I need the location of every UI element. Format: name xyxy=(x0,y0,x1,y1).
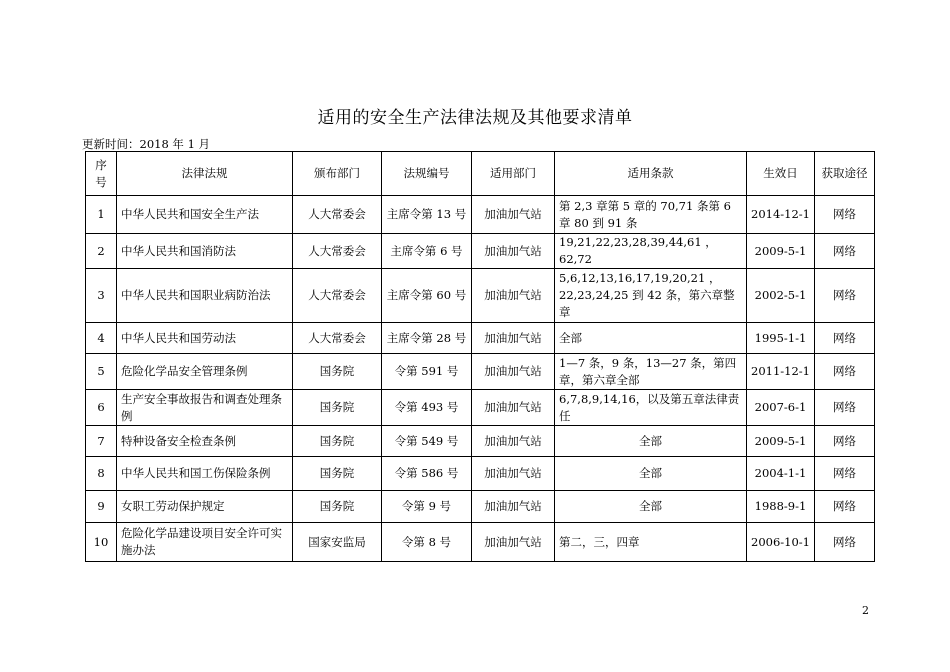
cell-code: 主席令第 13 号 xyxy=(382,196,472,234)
cell-applies: 加油加气站 xyxy=(472,234,555,269)
cell-dept: 人大常委会 xyxy=(293,269,382,323)
cell-law: 中华人民共和国劳动法 xyxy=(117,323,293,354)
cell-effective: 1995-1-1 xyxy=(747,323,815,354)
cell-no: 8 xyxy=(86,457,117,491)
cell-code: 令第 591 号 xyxy=(382,354,472,390)
cell-clauses: 全部 xyxy=(555,457,747,491)
document-title: 适用的安全生产法律法规及其他要求清单 xyxy=(317,108,633,128)
cell-code: 主席令第 28 号 xyxy=(382,323,472,354)
cell-code: 主席令第 60 号 xyxy=(382,269,472,323)
header-row xyxy=(86,152,875,196)
cell-source: 网络 xyxy=(815,491,875,523)
cell-source: 网络 xyxy=(815,323,875,354)
col-header-applies: 适用部门 xyxy=(472,152,555,196)
cell-source: 网络 xyxy=(815,426,875,457)
cell-effective: 2009-5-1 xyxy=(747,234,815,269)
cell-effective: 2002-5-1 xyxy=(747,269,815,323)
col-header-clauses: 适用条款 xyxy=(555,152,747,196)
cell-code: 令第 586 号 xyxy=(382,457,472,491)
col-header-effective: 生效日 xyxy=(747,152,815,196)
cell-dept: 国家安监局 xyxy=(293,523,382,562)
col-header-law: 法律法规 xyxy=(117,152,293,196)
cell-law: 中华人民共和国工伤保险条例 xyxy=(117,457,293,491)
cell-no: 9 xyxy=(86,491,117,523)
cell-source: 网络 xyxy=(815,354,875,390)
cell-clauses: 19,21,22,23,28,39,44,61 ，62,72 xyxy=(555,234,747,269)
table-row xyxy=(86,491,875,523)
cell-code: 主席令第 6 号 xyxy=(382,234,472,269)
cell-no: 4 xyxy=(86,323,117,354)
cell-source: 网络 xyxy=(815,390,875,426)
cell-source: 网络 xyxy=(815,269,875,323)
cell-code: 令第 9 号 xyxy=(382,491,472,523)
col-header-dept: 颁布部门 xyxy=(293,152,382,196)
cell-clauses: 5,6,12,13,16,17,19,20,21 ，22,23,24,25 到 42 条，第六章整章 xyxy=(555,269,747,323)
cell-applies: 加油加气站 xyxy=(472,491,555,523)
table-row xyxy=(86,390,875,426)
table-row xyxy=(86,457,875,491)
cell-applies: 加油加气站 xyxy=(472,196,555,234)
cell-dept: 国务院 xyxy=(293,426,382,457)
cell-no: 3 xyxy=(86,269,117,323)
cell-effective: 2014-12-1 xyxy=(747,196,815,234)
cell-dept: 国务院 xyxy=(293,354,382,390)
cell-effective: 2006-10-1 xyxy=(747,523,815,562)
cell-law: 女职工劳动保护规定 xyxy=(117,491,293,523)
cell-dept: 人大常委会 xyxy=(293,323,382,354)
cell-applies: 加油加气站 xyxy=(472,390,555,426)
cell-applies: 加油加气站 xyxy=(472,354,555,390)
cell-no: 10 xyxy=(86,523,117,562)
cell-code: 令第 8 号 xyxy=(382,523,472,562)
cell-law: 危险化学品安全管理条例 xyxy=(117,354,293,390)
cell-dept: 人大常委会 xyxy=(293,234,382,269)
col-header-no: 序号 xyxy=(86,152,117,196)
col-header-source: 获取途径 xyxy=(815,152,875,196)
regulations-table xyxy=(85,151,875,562)
cell-clauses: 第 2,3 章第 5 章的 70,71 条第 6 章 80 到 91 条 xyxy=(555,196,747,234)
cell-effective: 2007-6-1 xyxy=(747,390,815,426)
cell-clauses: 全部 xyxy=(555,323,747,354)
cell-applies: 加油加气站 xyxy=(472,457,555,491)
cell-applies: 加油加气站 xyxy=(472,523,555,562)
table-row xyxy=(86,426,875,457)
table-row xyxy=(86,269,875,323)
cell-law: 生产安全事故报告和调查处理条例 xyxy=(117,390,293,426)
cell-source: 网络 xyxy=(815,234,875,269)
cell-clauses: 第二，三，四章 xyxy=(555,523,747,562)
cell-law: 危险化学品建设项目安全许可实施办法 xyxy=(117,523,293,562)
table-row xyxy=(86,354,875,390)
cell-applies: 加油加气站 xyxy=(472,426,555,457)
update-time: 更新时间：2018 年 1 月 xyxy=(82,137,211,151)
cell-effective: 2011-12-1 xyxy=(747,354,815,390)
cell-applies: 加油加气站 xyxy=(472,323,555,354)
cell-code: 令第 493 号 xyxy=(382,390,472,426)
cell-effective: 2004-1-1 xyxy=(747,457,815,491)
cell-clauses: 全部 xyxy=(555,491,747,523)
cell-no: 2 xyxy=(86,234,117,269)
table-row xyxy=(86,196,875,234)
page-number: 2 xyxy=(862,604,869,617)
table-row xyxy=(86,323,875,354)
cell-law: 中华人民共和国安全生产法 xyxy=(117,196,293,234)
cell-no: 5 xyxy=(86,354,117,390)
cell-no: 6 xyxy=(86,390,117,426)
cell-no: 7 xyxy=(86,426,117,457)
cell-clauses: 全部 xyxy=(555,426,747,457)
cell-dept: 人大常委会 xyxy=(293,196,382,234)
cell-clauses: 6,7,8,9,14,16，以及第五章法律责任 xyxy=(555,390,747,426)
cell-dept: 国务院 xyxy=(293,491,382,523)
cell-dept: 国务院 xyxy=(293,457,382,491)
cell-source: 网络 xyxy=(815,457,875,491)
cell-applies: 加油加气站 xyxy=(472,269,555,323)
cell-effective: 1988-9-1 xyxy=(747,491,815,523)
cell-dept: 国务院 xyxy=(293,390,382,426)
cell-law: 中华人民共和国职业病防治法 xyxy=(117,269,293,323)
col-header-code: 法规编号 xyxy=(382,152,472,196)
table-row xyxy=(86,234,875,269)
cell-source: 网络 xyxy=(815,523,875,562)
table-row xyxy=(86,523,875,562)
cell-source: 网络 xyxy=(815,196,875,234)
cell-no: 1 xyxy=(86,196,117,234)
cell-law: 中华人民共和国消防法 xyxy=(117,234,293,269)
cell-code: 令第 549 号 xyxy=(382,426,472,457)
cell-law: 特种设备安全检查条例 xyxy=(117,426,293,457)
cell-clauses: 1—7 条，9 条，13—27 条，第四章，第六章全部 xyxy=(555,354,747,390)
cell-effective: 2009-5-1 xyxy=(747,426,815,457)
